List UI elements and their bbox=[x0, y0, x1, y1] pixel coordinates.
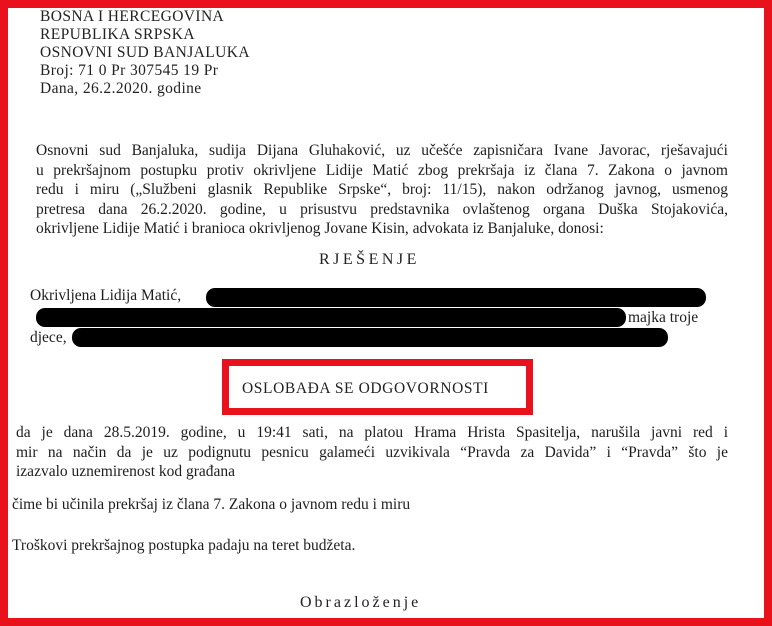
offense-statement: čime bi učinila prekršaj iz člana 7. Zakona o javnom redu i miru bbox=[12, 496, 411, 513]
intro-line: Osnovni sud Banjaluka, sudija Dijana Gluhaković, uz učešće zapisničara Ivane Javorac, rješavajući bbox=[36, 142, 728, 159]
costs-statement: Troškovi prekršajnog postupka padaju na teret budžeta. bbox=[12, 537, 356, 554]
charge-line: da je dana 28.5.2019. godine, u 19:41 sati, na platou Hrama Hrista Spasitelja, narušila javni red i bbox=[16, 424, 728, 441]
header-country: BOSNA I HERCEGOVINA bbox=[40, 8, 225, 25]
header-entity: REPUBLIKA SRPSKA bbox=[40, 26, 195, 43]
intro-line: redu i miru („Službeni glasnik Republike Srpske“, broj: 11/15), nakon održanog javnog, usmenog bbox=[36, 181, 728, 198]
court-header bbox=[40, 8, 250, 98]
defendant-name-line: Okrivljena Lidija Matić, bbox=[30, 287, 182, 304]
intro-paragraph bbox=[36, 141, 728, 239]
redaction-bar bbox=[206, 288, 706, 307]
intro-line: okrivljene Lidije Matić i branioca okrivljenog Jovane Kisin, advokata iz Banjaluke, donosi: bbox=[36, 220, 604, 237]
intro-line: u prekršajnom postupku protiv okrivljene Lidije Matić zbog prekršaja iz člana 7. Zakona o javnom bbox=[36, 161, 728, 179]
defendant-children-text-2: djece, bbox=[30, 329, 67, 346]
verdict-highlight-box bbox=[222, 359, 533, 415]
reasoning-title: Obrazloženje bbox=[300, 594, 422, 611]
charge-paragraph bbox=[16, 423, 728, 482]
defendant-children-text: majka troje bbox=[628, 309, 699, 326]
case-number: Broj: 71 0 Pr 307545 19 Pr bbox=[40, 62, 219, 79]
decision-title: RJEŠENJE bbox=[319, 251, 420, 268]
charge-line: mir na način da je uz podignutu pesnicu galameći uzvikivala “Pravda za Davida” i “Pravda” što je bbox=[16, 443, 728, 461]
redaction-bar bbox=[36, 308, 626, 327]
intro-line: pretresa dana 26.2.2020. godine, u prisustvu predstavnika ovlaštenog organa Duška Stojakovića, bbox=[36, 200, 728, 218]
header-court: OSNOVNI SUD BANJALUKA bbox=[40, 44, 250, 61]
verdict-text: OSLOBAĐA SE ODGOVORNOSTI bbox=[242, 380, 489, 397]
document-date: Dana, 26.2.2020. godine bbox=[40, 80, 202, 97]
charge-line: izazvalo uznemirenost kod građana bbox=[16, 463, 236, 480]
redaction-bar bbox=[72, 328, 668, 347]
